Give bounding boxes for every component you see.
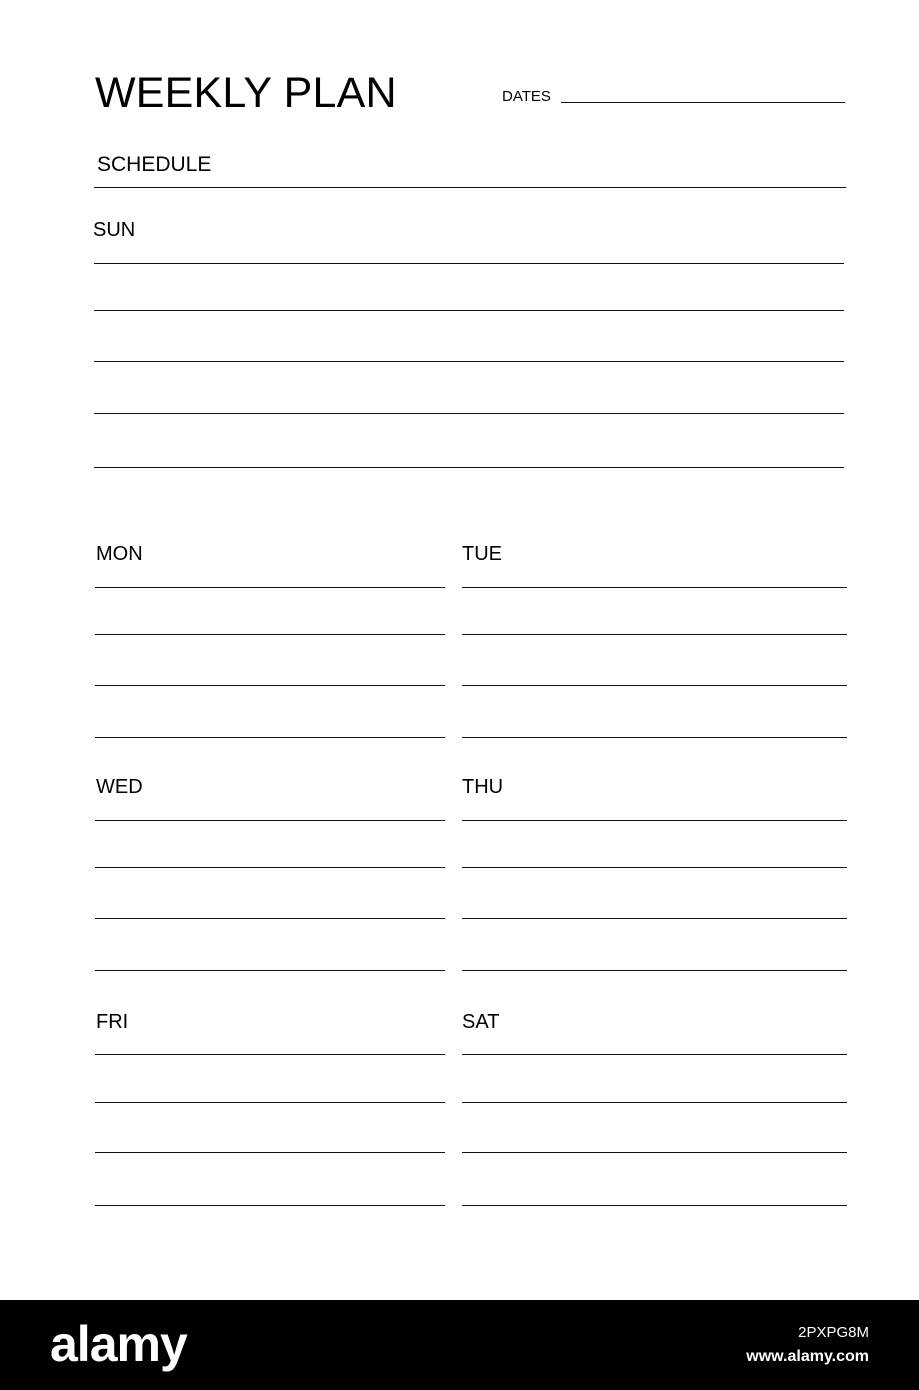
fri-line[interactable] — [95, 1054, 445, 1055]
dates-label: DATES — [502, 88, 551, 105]
sat-line[interactable] — [462, 1054, 847, 1055]
wed-line[interactable] — [95, 820, 445, 821]
fri-line[interactable] — [95, 1102, 445, 1103]
schedule-divider — [94, 187, 846, 188]
day-label-sat: SAT — [462, 1011, 500, 1033]
dates-line[interactable] — [561, 102, 845, 103]
day-label-mon: MON — [96, 543, 143, 565]
tue-line[interactable] — [462, 587, 847, 588]
sun-line[interactable] — [94, 263, 844, 264]
thu-line[interactable] — [462, 820, 847, 821]
page-title: WEEKLY PLAN — [95, 69, 397, 117]
tue-line[interactable] — [462, 634, 847, 635]
mon-line[interactable] — [95, 737, 445, 738]
schedule-heading: SCHEDULE — [97, 153, 212, 176]
thu-line[interactable] — [462, 918, 847, 919]
sun-line[interactable] — [94, 310, 844, 311]
brand-logo: alamy — [50, 1316, 187, 1372]
sat-line[interactable] — [462, 1205, 847, 1206]
day-label-sun: SUN — [93, 219, 136, 241]
day-label-tue: TUE — [462, 543, 502, 565]
thu-line[interactable] — [462, 970, 847, 971]
tue-line[interactable] — [462, 737, 847, 738]
sun-line[interactable] — [94, 413, 844, 414]
mon-line[interactable] — [95, 634, 445, 635]
sat-line[interactable] — [462, 1102, 847, 1103]
watermark-footer — [0, 1300, 919, 1390]
day-label-fri: FRI — [96, 1011, 129, 1033]
thu-line[interactable] — [462, 867, 847, 868]
mon-line[interactable] — [95, 685, 445, 686]
day-label-wed: WED — [96, 776, 143, 798]
tue-line[interactable] — [462, 685, 847, 686]
mon-line[interactable] — [95, 587, 445, 588]
wed-line[interactable] — [95, 867, 445, 868]
sun-line[interactable] — [94, 467, 844, 468]
image-id: 2PXPG8M — [798, 1324, 869, 1341]
wed-line[interactable] — [95, 918, 445, 919]
fri-line[interactable] — [95, 1205, 445, 1206]
fri-line[interactable] — [95, 1152, 445, 1153]
sat-line[interactable] — [462, 1152, 847, 1153]
day-label-thu: THU — [462, 776, 504, 798]
wed-line[interactable] — [95, 970, 445, 971]
site-url: www.alamy.com — [746, 1348, 869, 1365]
sun-line[interactable] — [94, 361, 844, 362]
